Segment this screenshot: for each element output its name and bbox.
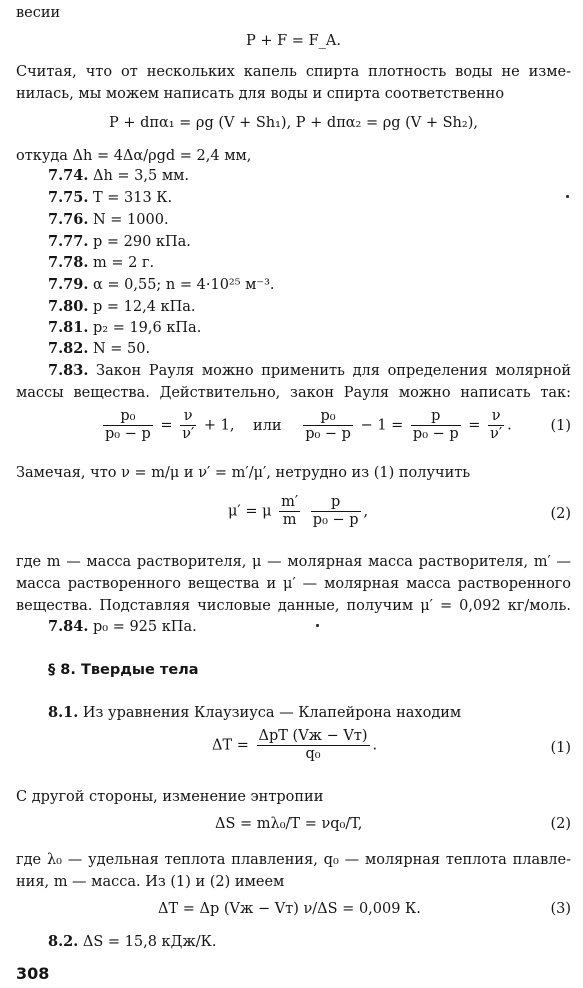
answer-line: 7.76. N = 1000.	[48, 211, 169, 228]
molar-mass-equation: μ′ = μ $\frac{m'}{m}$ $\frac{p}{\text{p₀ − p}}$ ,	[228, 494, 369, 528]
equation-tag: (1)	[550, 418, 571, 434]
text-line: масса растворенного вещества и μ′ — молярная масса растворенного	[16, 576, 571, 592]
text-line: 7.83. Закон Рауля можно применить для определения молярной	[48, 362, 571, 379]
text-line: Считая, что от нескольких капель спирта плотность воды не изме-	[16, 64, 571, 80]
raoult-equation: $\frac{\text{p₀}}{\text{p₀ − p}}$ = $\frac{\nu}{\nu'}$ + 1, или $\frac{\text{p₀}}{\text{p₀ − p}}$ − 1 = $\frac{p}{\text{p₀ − p}}$ = $\frac{\nu}{\nu'}$ .	[105, 408, 512, 442]
clausius-clapeyron-equation: ΔT = $\frac{\text{ΔpT (Vж − Vт)}}{\text{q₀}}$ .	[212, 728, 378, 762]
equation-tag: (3)	[550, 901, 571, 917]
answer-line: 7.74. Δh = 3,5 мм.	[48, 167, 189, 184]
answer-line: 7.75. T = 313 К.	[48, 189, 173, 206]
answer-line: 7.82. N = 50.	[48, 340, 151, 357]
print-speck	[566, 195, 569, 198]
print-speck	[316, 624, 319, 627]
equation-tag: (1)	[550, 740, 571, 756]
fraction: $\frac{\nu}{\nu'}$	[490, 408, 503, 442]
text-line: весии	[16, 5, 61, 21]
answer-line: 7.78. m = 2 г.	[48, 254, 155, 271]
answer-line: 7.79. α = 0,55; n = 4·10²⁵ м⁻³.	[48, 276, 275, 293]
answer-line: 7.81. p₂ = 19,6 кПа.	[48, 319, 202, 336]
fraction: $\frac{p}{\text{p₀ − p}}$	[412, 408, 459, 442]
page-number: 308	[16, 964, 50, 983]
text-line: вещества. Подставляя числовые данные, получим μ′ = 0,092 кг/моль.	[16, 598, 571, 614]
fraction: $\frac{\text{p₀}}{\text{p₀ − p}}$	[305, 408, 351, 442]
answer-line: 7.84. p₀ = 925 кПа.	[48, 618, 197, 635]
text-line: нилась, мы можем написать для воды и спирта соответственно	[16, 86, 505, 102]
answer-line: 7.77. p = 290 кПа.	[48, 233, 191, 250]
text-line: ния, m — масса. Из (1) и (2) имеем	[16, 874, 285, 890]
text-line: массы вещества. Действительно, закон Рауля можно написать так:	[16, 385, 571, 401]
text-line: С другой стороны, изменение энтропии	[16, 789, 324, 805]
fraction: $\frac{m'}{m}$	[281, 494, 299, 528]
equation-tag: (2)	[550, 506, 571, 522]
fraction: $\frac{p}{\text{p₀ − p}}$	[312, 494, 359, 528]
section-heading: § 8. Твердые тела	[48, 662, 199, 678]
equation-2: P + dπα₁ = ρg (V + Sh₁), P + dπα₂ = ρg (V + Sh₂),	[109, 115, 478, 131]
text-line: 8.1. Из уравнения Клаузиуса — Клапейрона находим	[48, 704, 462, 721]
text-line: откуда Δh = 4Δα/ρgd = 2,4 мм,	[16, 148, 252, 164]
fraction: $\frac{\nu}{\nu'}$	[182, 408, 195, 442]
fraction: $\frac{\text{p₀}}{\text{p₀ − p}}$	[105, 408, 151, 442]
result-equation: ΔT = Δp (Vж − Vт) ν/ΔS = 0,009 К.	[158, 901, 421, 917]
entropy-equation: ΔS = mλ₀/T = νq₀/T,	[215, 816, 363, 832]
answer-line: 7.80. p = 12,4 кПа.	[48, 298, 196, 315]
answer-line: 8.2. ΔS = 15,8 кДж/К.	[48, 933, 217, 950]
equation-1: P + F = F_A.	[246, 33, 341, 49]
text-line: Замечая, что ν = m/μ и ν′ = m′/μ′, нетрудно из (1) получить	[16, 465, 471, 481]
fraction: $\frac{\text{ΔpT (Vж − Vт)}}{\text{q₀}}$	[258, 728, 368, 762]
text-line: где m — масса растворителя, μ — молярная масса растворителя, m′ —	[16, 554, 571, 570]
text-line: где λ₀ — удельная теплота плавления, q₀ — молярная теплота плавле-	[16, 852, 571, 868]
equation-tag: (2)	[550, 816, 571, 832]
